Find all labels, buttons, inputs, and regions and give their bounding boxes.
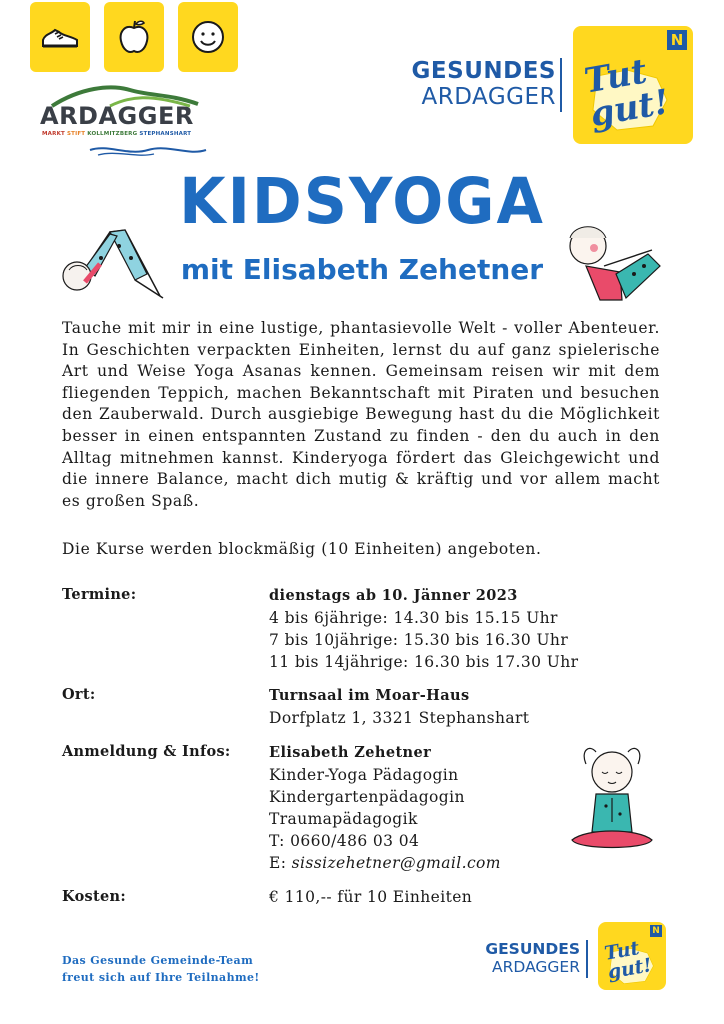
anmeldung-head: Elisabeth Zehetner bbox=[269, 744, 432, 761]
noe-badge: N bbox=[667, 30, 687, 50]
gesundes-word-bottom: GESUNDES bbox=[485, 940, 580, 958]
email-prefix: E: bbox=[269, 854, 292, 872]
gesundes-ardagger-logo-bottom bbox=[480, 940, 580, 976]
termine-line-3: 11 bis 14jährige: 16.30 bis 17.30 Uhr bbox=[269, 653, 579, 671]
place-markt: MARKT bbox=[42, 131, 65, 137]
ort-block bbox=[269, 684, 599, 729]
termine-line-2: 7 bis 10jährige: 15.30 bis 16.30 Uhr bbox=[269, 631, 569, 649]
email-link[interactable]: sissizehetner@gmail.com bbox=[291, 854, 501, 872]
ort-head: Turnsaal im Moar-Haus bbox=[269, 687, 470, 704]
termine-line-1: 4 bis 6jährige: 14.30 bis 15.15 Uhr bbox=[269, 609, 558, 627]
anmeldung-label: Anmeldung & Infos: bbox=[62, 743, 231, 760]
smiley-icon-tile bbox=[178, 2, 238, 72]
place-stephanshart: STEPHANSHART bbox=[139, 131, 192, 137]
ardagger-word: ARDAGGER bbox=[421, 84, 556, 110]
intro-paragraph: Tauche mit mir in eine lustige, phantasievolle Welt - voller Abenteuer. In Geschichten verpackten Einheiten, lernst du auf ganz spielerische Art und Weise Yoga Asanas kennen. Gemeinsam reisen wir mit dem fliegenden Teppich, machen Bekanntschaft mit Piraten und besuchen den Zauberwald. Durch ausgiebige Bewegung hast du die Möglichkeit besser in einen entspannten Zustand zu finden - den du auch in den Alltag mitnehmen kannst. Kinderyoga fördert das Gleichgewicht und die innere Balance, macht dich mutig & kräftig und vor allem macht es großen Spaß. bbox=[62, 319, 660, 510]
kosten-label: Kosten: bbox=[62, 888, 127, 905]
river-icon bbox=[88, 142, 208, 158]
smiley-icon bbox=[185, 14, 231, 60]
ort-line: Dorfplatz 1, 3321 Stephanshart bbox=[269, 709, 530, 727]
place-stift: STIFT bbox=[66, 131, 86, 137]
course-info: Die Kurse werden blockmäßig (10 Einheiten) angeboten. bbox=[62, 540, 542, 558]
logo-divider-bottom bbox=[586, 940, 588, 978]
ardagger-logo bbox=[40, 82, 210, 162]
page-subtitle: mit Elisabeth Zehetner bbox=[180, 253, 544, 286]
ardagger-word-bottom: ARDAGGER bbox=[492, 958, 580, 976]
tut-gut-badge bbox=[573, 26, 693, 144]
footer-note bbox=[62, 952, 292, 986]
logo-divider bbox=[560, 58, 562, 112]
yoga-girl-boat-pose-illustration bbox=[560, 216, 672, 308]
shoe-icon-tile bbox=[30, 2, 90, 72]
tut-gut-badge-bottom bbox=[598, 922, 666, 990]
termine-label: Termine: bbox=[62, 586, 137, 603]
anmeldung-block bbox=[269, 741, 599, 874]
anmeldung-line-3: Traumapädagogik bbox=[269, 810, 418, 828]
anmeldung-line-2: Kindergartenpädagogin bbox=[269, 788, 465, 806]
apple-icon bbox=[111, 14, 157, 60]
anmeldung-line-1: Kinder-Yoga Pädagogin bbox=[269, 766, 459, 784]
yoga-girl-downward-dog-illustration bbox=[55, 224, 175, 304]
shoe-icon bbox=[37, 14, 83, 60]
ardagger-logo-places bbox=[42, 131, 212, 137]
yoga-girl-meditation-illustration bbox=[566, 740, 658, 866]
footer-line-1: Das Gesunde Gemeinde-Team bbox=[62, 954, 254, 967]
kosten-value: € 110,-- für 10 Einheiten bbox=[269, 888, 473, 906]
ardagger-logo-name: ARDAGGER bbox=[40, 102, 194, 130]
apple-icon-tile bbox=[104, 2, 164, 72]
place-kollmitzberg: KOLLMITZBERG bbox=[87, 131, 138, 137]
tut-gut-text-bottom: Tut gut! bbox=[602, 937, 654, 984]
termine-block bbox=[269, 584, 599, 673]
page-title: KIDSYOGA bbox=[179, 165, 545, 239]
tut-gut-text: Tut gut! bbox=[581, 51, 673, 136]
ort-label: Ort: bbox=[62, 686, 96, 703]
gesundes-ardagger-logo bbox=[396, 58, 556, 110]
gesundes-word: GESUNDES bbox=[411, 58, 556, 84]
termine-head: dienstags ab 10. Jänner 2023 bbox=[269, 587, 518, 604]
noe-badge-bottom: N bbox=[650, 925, 662, 937]
footer-line-2: freut sich auf Ihre Teilnahme! bbox=[62, 971, 260, 984]
anmeldung-phone: T: 0660/486 03 04 bbox=[269, 832, 420, 850]
email-row bbox=[269, 852, 599, 874]
